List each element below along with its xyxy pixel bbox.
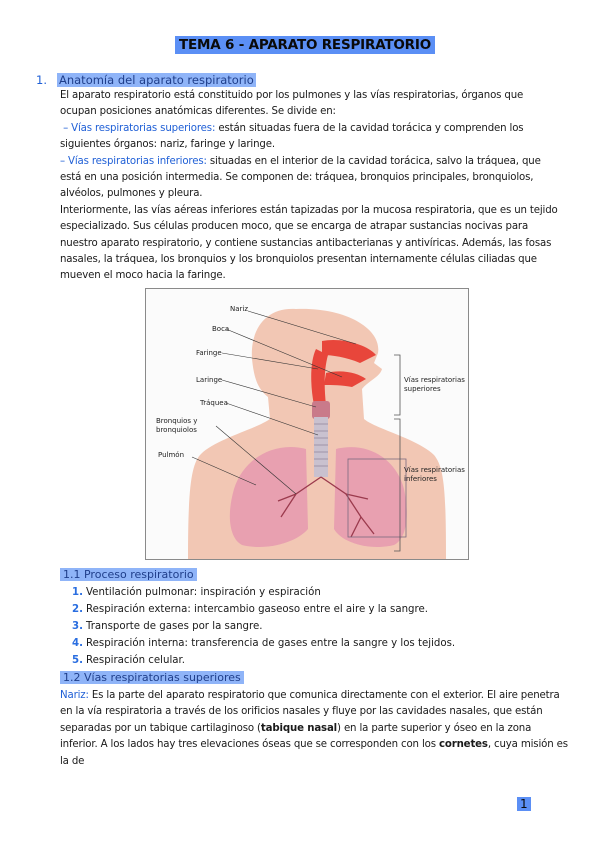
label-faringe: Faringe bbox=[196, 349, 222, 357]
cornetes-term: cornetes bbox=[438, 739, 488, 751]
list-item: 2. Respiración externa: intercambio gaseoso entre el aire y la sangre. bbox=[72, 604, 428, 615]
label-traquea: Tráquea bbox=[200, 399, 228, 407]
anatomy-illustration bbox=[146, 289, 468, 559]
lower-airways-text: situadas en el interior de la cavidad torácica, salvo la tráquea, que está en una posición intermedia. Se componen de: tráquea, bronquios principales, bronquiolos, alvéolos, pulmones y pleura. bbox=[60, 155, 541, 200]
page-title: TEMA 6 - APARATO RESPIRATORIO bbox=[175, 36, 435, 54]
section-1-1-heading: 1.1 Proceso respiratorio bbox=[60, 568, 197, 581]
lower-airways-label: – Vías respiratorias inferiores: bbox=[60, 155, 207, 167]
label-nariz: Nariz bbox=[230, 305, 249, 313]
list-item: 5. Respiración celular. bbox=[72, 655, 186, 666]
respiratory-system-figure bbox=[145, 288, 469, 560]
label-inf-2: inferiores bbox=[404, 475, 437, 483]
larynx bbox=[312, 401, 330, 419]
lower-airways-item bbox=[60, 154, 560, 203]
section-1-number: 1. bbox=[36, 73, 47, 87]
page-number: 1 bbox=[517, 797, 531, 811]
upper-airways-item bbox=[60, 121, 560, 154]
section-1-body bbox=[60, 88, 560, 285]
respiratory-process-list bbox=[72, 584, 455, 669]
mucosa-paragraph: Interiormente, las vías aéreas inferiores están tapizadas por la mucosa respiratoria, que es un tejido especializado. Sus células producen moco, que se encarga de atrapar sustancias nocivas para nuestro aparato respiratorio, y contiene sustancias antibacterianas y antivíricas. Además, las fosas nasales, la tráquea, los bronquios y los bronquiolos presentan internamente células ciliadas que mueven el moco hacia la faringe. bbox=[60, 204, 558, 282]
upper-airways-text: están situadas fuera de la cavidad torácica y comprenden los siguientes órganos: nariz, faringe y laringe. bbox=[60, 122, 524, 151]
label-bronquios-2: bronquiolos bbox=[156, 426, 197, 434]
label-bronquios-1: Bronquios y bbox=[156, 417, 198, 425]
upper-airways-brace bbox=[394, 355, 400, 415]
nariz-paragraph: Nariz: Es la parte del aparato respiratorio que comunica directamente con el exterior. El aire penetra en la vía respiratoria a través de los orificios nasales y fluye por las cavidades nasales, que están separadas por un tabique cartilaginoso (tabique nasal) en la parte superior y óseo en la zona inferior. A los lados hay tres elevaciones óseas que se corresponden con los cornetes, cuya misión es la de bbox=[60, 690, 568, 767]
label-sup-2: superiores bbox=[404, 385, 441, 393]
section-1-heading bbox=[36, 73, 256, 87]
section-1-2-heading: 1.2 Vías respiratorias superiores bbox=[60, 671, 244, 684]
label-laringe: Laringe bbox=[196, 376, 223, 384]
tabique-nasal-term: tabique nasal bbox=[260, 722, 338, 734]
upper-airways-label: – Vías respiratorias superiores: bbox=[63, 122, 216, 134]
intro-paragraph: El aparato respiratorio está constituido por los pulmones y las vías respiratorias, órganos que ocupan posiciones anatómicas diferentes. Se divide en: bbox=[60, 90, 524, 118]
label-pulmon: Pulmón bbox=[158, 451, 185, 459]
list-item: 4. Respiración interna: transferencia de gases entre la sangre y los tejidos. bbox=[72, 638, 456, 649]
label-sup-1: Vías respiratorias bbox=[404, 376, 465, 384]
label-boca: Boca bbox=[212, 325, 230, 333]
list-item: 1. Ventilación pulmonar: inspiración y espiración bbox=[72, 587, 321, 598]
list-item: 3. Transporte de gases por la sangre. bbox=[72, 621, 263, 632]
nariz-label: Nariz: bbox=[60, 690, 89, 701]
label-inf-1: Vías respiratorias bbox=[404, 466, 465, 474]
section-1-title: Anatomía del aparato respiratorio bbox=[58, 73, 254, 87]
trachea bbox=[314, 417, 328, 477]
